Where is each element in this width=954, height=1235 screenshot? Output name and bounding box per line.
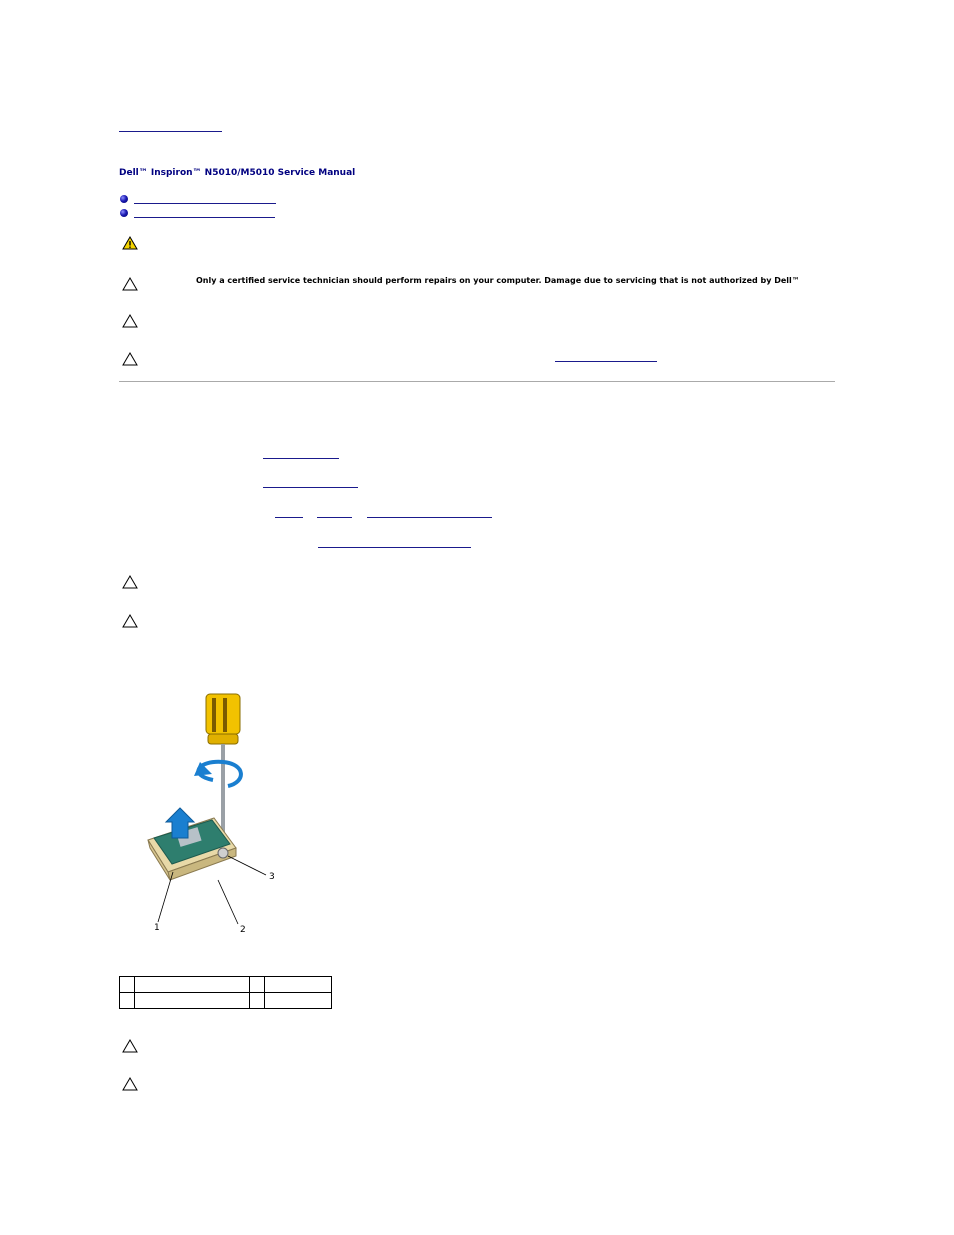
table-row <box>120 977 332 993</box>
caution-icon <box>122 614 138 628</box>
section-link-replacing[interactable] <box>134 217 275 218</box>
table-cell <box>265 977 332 993</box>
callout-1: 1 <box>154 923 160 933</box>
step-link-1[interactable] <box>263 458 339 459</box>
table-cell <box>120 977 135 993</box>
table-cell <box>265 993 332 1009</box>
caution-inline-link[interactable] <box>555 361 657 362</box>
callout-2: 2 <box>240 925 246 935</box>
section-divider <box>119 381 835 382</box>
step-link-4[interactable] <box>318 547 471 548</box>
caution-icon <box>122 277 138 291</box>
table-cell <box>135 993 250 1009</box>
table-cell <box>250 977 265 993</box>
table-cell <box>250 993 265 1009</box>
top-back-link[interactable] <box>119 131 222 132</box>
caution-icon <box>122 1039 138 1053</box>
step-link-3c[interactable] <box>367 517 492 518</box>
callout-3: 3 <box>269 872 275 882</box>
callouts-table <box>119 976 332 1009</box>
caution-icon <box>122 314 138 328</box>
step-link-2[interactable] <box>263 487 358 488</box>
bullet-icon <box>120 209 128 217</box>
table-cell <box>120 993 135 1009</box>
section-link-removing[interactable] <box>134 203 276 204</box>
warning-icon <box>122 236 138 250</box>
caution-icon <box>122 1077 138 1091</box>
table-cell <box>135 977 250 993</box>
processor-removal-figure <box>128 690 288 938</box>
step-link-3b[interactable] <box>317 517 352 518</box>
manual-title: Dell™ Inspiron™ N5010/M5010 Service Manual <box>119 168 356 178</box>
caution-icon <box>122 575 138 589</box>
caution-icon <box>122 352 138 366</box>
table-row <box>120 993 332 1009</box>
step-link-3a[interactable] <box>275 517 303 518</box>
bullet-icon <box>120 195 128 203</box>
caution-text: Only a certified service technician should perform repairs on your computer. Damage due to servicing that is not authorized by Dell™ <box>196 276 800 285</box>
